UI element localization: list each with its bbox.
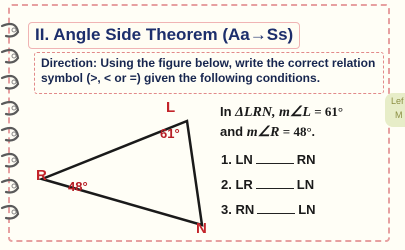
item-3-blank[interactable] xyxy=(257,202,295,214)
given-eq-1: = xyxy=(310,104,325,119)
question-item-1 xyxy=(221,152,316,167)
side-tab[interactable] xyxy=(385,93,405,127)
vertex-n-label: N xyxy=(196,220,207,237)
given-eq-2: = xyxy=(279,124,294,139)
item-3-end: LN xyxy=(298,202,316,217)
item-2-end: LN xyxy=(296,177,315,192)
direction-line-1: Direction: Using the figure below, write the correct relation xyxy=(41,56,376,70)
angle-l-label: 61° xyxy=(160,126,180,141)
question-item-3 xyxy=(221,202,316,217)
given-line-1 xyxy=(220,104,343,121)
item-2-label: 2. LR xyxy=(221,177,253,192)
item-1-end: RN xyxy=(296,152,316,167)
given-prefix-2: and xyxy=(220,124,247,139)
item-2-blank[interactable] xyxy=(256,177,294,189)
question-item-2 xyxy=(221,177,314,192)
given-line-2 xyxy=(220,124,315,141)
item-1-blank[interactable] xyxy=(256,152,294,164)
direction-line-2: symbol (>, < or =) given the following conditions. xyxy=(41,71,321,85)
angle-r-label: 48° xyxy=(68,179,88,194)
given-prefix-1: In xyxy=(220,104,236,119)
side-tab-line-1: Lef xyxy=(391,96,404,106)
given-triangle-name: ΔLRN, m∠L xyxy=(235,105,311,120)
vertex-r-label: R xyxy=(36,167,47,184)
item-3-label: 3. RN xyxy=(221,202,255,217)
section-title: II. Angle Side Theorem (Aa→Ss) xyxy=(28,22,300,49)
given-value-2: 48°. xyxy=(293,124,315,139)
vertex-l-label: L xyxy=(166,99,176,116)
given-value-1: 61° xyxy=(324,104,344,119)
item-1-label: 1. LN xyxy=(221,152,253,167)
side-tab-line-2: M xyxy=(395,110,403,120)
given-angle-2: m∠R xyxy=(246,125,280,140)
